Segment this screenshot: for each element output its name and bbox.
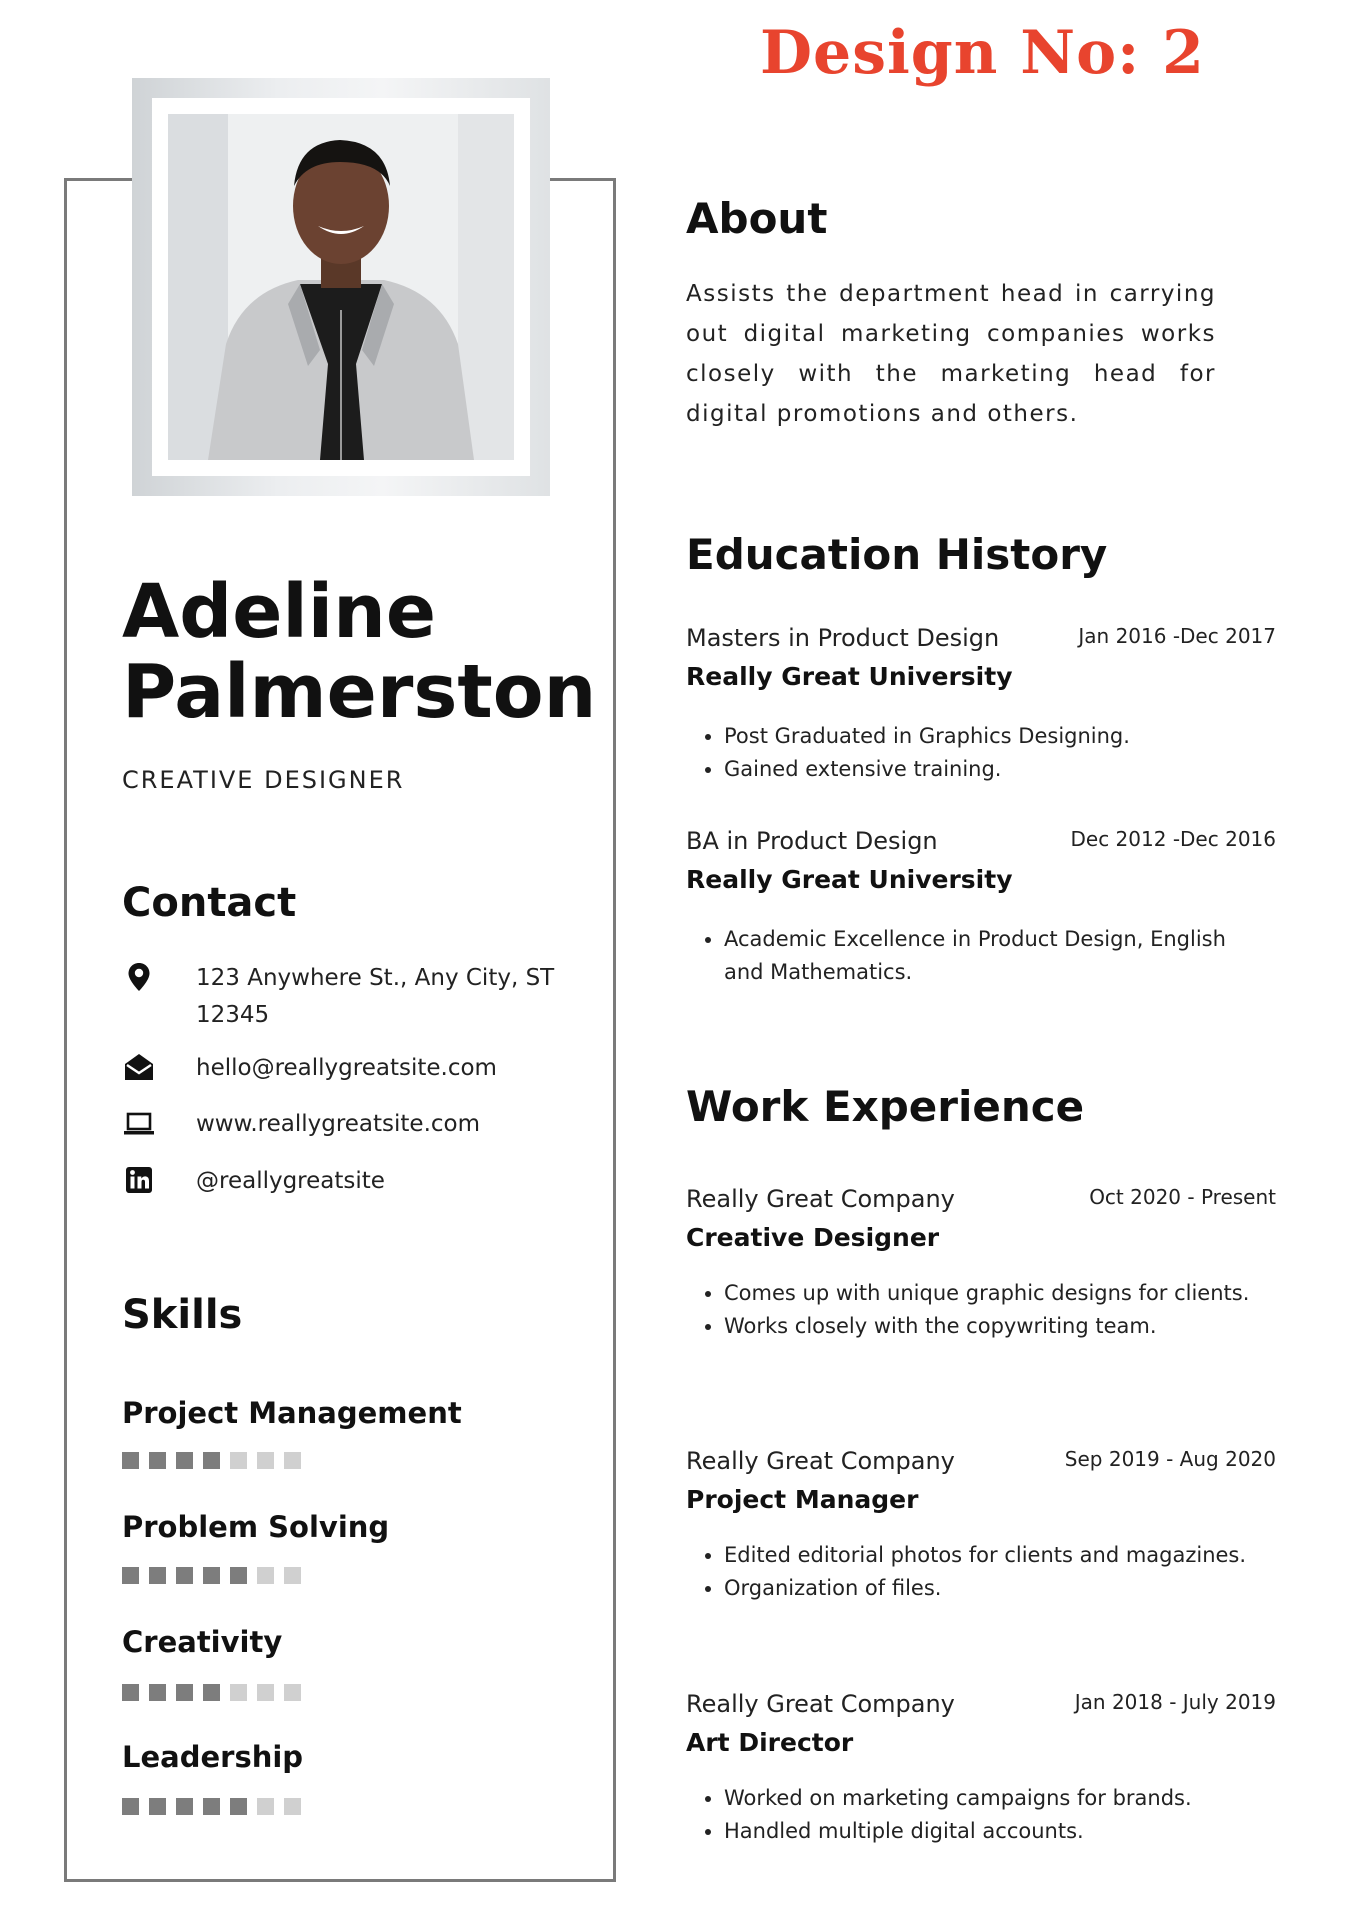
skill-square-filled	[149, 1452, 166, 1469]
date-range: Jan 2018 - July 2019	[1074, 1690, 1276, 1714]
linkedin-icon	[122, 1163, 156, 1197]
skill-square-filled	[203, 1684, 220, 1701]
education-heading: Education History	[686, 530, 1108, 579]
date-range: Dec 2012 -Dec 2016	[1070, 827, 1276, 851]
skill-square-empty	[230, 1684, 247, 1701]
company: Really Great Company	[686, 1447, 955, 1475]
position: Creative Designer	[686, 1223, 940, 1252]
skill-square-empty	[284, 1684, 301, 1701]
company: Really Great Company	[686, 1690, 955, 1718]
linkedin-text[interactable]: @reallygreatsite	[196, 1168, 385, 1194]
website-text[interactable]: www.reallygreatsite.com	[196, 1111, 481, 1137]
skill-square-empty	[284, 1798, 301, 1815]
skill-name: Creativity	[122, 1625, 283, 1659]
first-name: Adeline	[122, 569, 437, 655]
skill-square-empty	[230, 1452, 247, 1469]
list-item: • Edited editorial photos for clients and magazines.	[724, 1539, 1264, 1572]
skill-square-filled	[203, 1567, 220, 1584]
skill-square-filled	[203, 1798, 220, 1815]
degree: Masters in Product Design	[686, 624, 1000, 652]
skill-level-bar	[122, 1452, 311, 1470]
list-item: • Worked on marketing campaigns for brands.	[724, 1782, 1264, 1815]
skill-square-filled	[122, 1452, 139, 1469]
skill-square-empty	[257, 1452, 274, 1469]
design-number-title: Design No: 2	[760, 18, 1205, 88]
skill-square-filled	[149, 1567, 166, 1584]
skill-square-empty	[257, 1684, 274, 1701]
work-heading: Work Experience	[686, 1082, 1085, 1131]
list-item: • Gained extensive training.	[724, 753, 1264, 786]
work-entry	[686, 1690, 1276, 1890]
skill-square-filled	[149, 1798, 166, 1815]
email-text[interactable]: hello@reallygreatsite.com	[196, 1055, 497, 1081]
skill-level-bar	[122, 1798, 311, 1816]
position: Project Manager	[686, 1485, 919, 1514]
skill-name: Problem Solving	[122, 1510, 390, 1544]
date-range: Sep 2019 - Aug 2020	[1064, 1447, 1276, 1471]
about-heading: About	[686, 194, 828, 243]
contact-address	[122, 960, 562, 1036]
position: Art Director	[686, 1728, 854, 1757]
education-entry	[686, 827, 1276, 987]
list-item: • Works closely with the copywriting team.	[724, 1310, 1264, 1343]
date-range: Jan 2016 -Dec 2017	[1078, 624, 1276, 648]
skill-square-filled	[149, 1684, 166, 1701]
contact-website[interactable]	[122, 1106, 562, 1146]
location-pin-icon	[122, 960, 156, 994]
skill-square-filled	[176, 1452, 193, 1469]
skill-square-empty	[257, 1567, 274, 1584]
degree: BA in Product Design	[686, 827, 938, 855]
school: Really Great University	[686, 662, 1013, 691]
list-item: • Academic Excellence in Product Design, English and Mathematics.	[724, 923, 1264, 989]
list-item: • Comes up with unique graphic designs for clients.	[724, 1277, 1264, 1310]
skill-level-bar	[122, 1684, 311, 1702]
skill-square-filled	[176, 1798, 193, 1815]
skill-square-filled	[176, 1684, 193, 1701]
address-text: 123 Anywhere St., Any City, ST 12345	[196, 965, 555, 1028]
contact-linkedin[interactable]	[122, 1163, 562, 1203]
bullet-list	[686, 1782, 1264, 1848]
date-range: Oct 2020 - Present	[1089, 1185, 1276, 1209]
bullet-list	[686, 720, 1264, 786]
skill-square-filled	[203, 1452, 220, 1469]
email-icon	[122, 1050, 156, 1084]
contact-email[interactable]	[122, 1050, 562, 1090]
bullet-list	[686, 1539, 1264, 1605]
skill-square-filled	[122, 1798, 139, 1815]
portrait-illustration	[168, 114, 514, 460]
job-role: CREATIVE DESIGNER	[122, 766, 405, 794]
school: Really Great University	[686, 865, 1013, 894]
company: Really Great Company	[686, 1185, 955, 1213]
list-item: • Organization of files.	[724, 1572, 1264, 1605]
work-entry	[686, 1185, 1276, 1385]
profile-photo	[132, 78, 550, 496]
education-entry	[686, 624, 1276, 784]
skill-name: Leadership	[122, 1740, 304, 1774]
bullet-list	[686, 923, 1264, 989]
skills-heading: Skills	[122, 1292, 243, 1338]
laptop-icon	[122, 1106, 156, 1140]
skill-square-filled	[230, 1798, 247, 1815]
skill-square-filled	[122, 1567, 139, 1584]
skill-level-bar	[122, 1567, 311, 1585]
skill-square-empty	[257, 1798, 274, 1815]
skill-square-filled	[230, 1567, 247, 1584]
skill-name: Project Management	[122, 1396, 462, 1430]
skill-square-filled	[176, 1567, 193, 1584]
skill-square-empty	[284, 1567, 301, 1584]
skill-square-empty	[284, 1452, 301, 1469]
contact-heading: Contact	[122, 880, 297, 926]
skill-square-filled	[122, 1684, 139, 1701]
list-item: • Handled multiple digital accounts.	[724, 1815, 1264, 1848]
list-item: • Post Graduated in Graphics Designing.	[724, 720, 1264, 753]
about-text: Assists the department head in carrying out digital marketing companies works closely with the marketing head for digital promotions and others.	[686, 281, 1216, 427]
photo-frame	[152, 98, 530, 476]
last-name: Palmerston	[122, 649, 597, 735]
bullet-list	[686, 1277, 1264, 1343]
work-entry	[686, 1447, 1276, 1647]
candidate-name	[122, 569, 602, 735]
